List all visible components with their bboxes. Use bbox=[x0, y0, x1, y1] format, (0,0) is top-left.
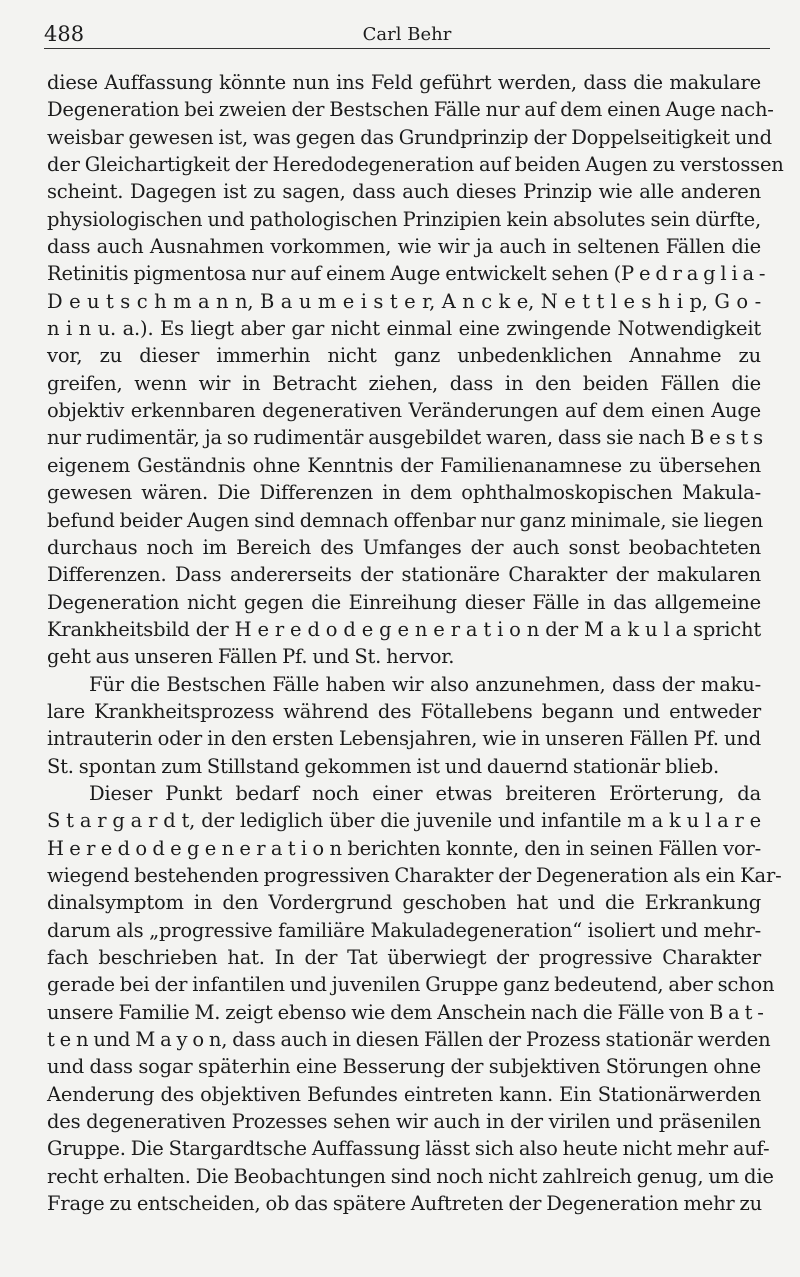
text-line: objektiv erkennbaren degenerativen Veränderungen auf dem einen Auge bbox=[47, 399, 761, 423]
text-line: fach beschrieben hat. In der Tat überwiegt der progressive Charakter bbox=[47, 946, 761, 969]
text-line: nur rudimentär, ja so rudimentär ausgebildet waren, dass sie nach B e s t s bbox=[47, 426, 763, 450]
text-line: Für die Bestschen Fälle haben wir also anzunehmen, dass der maku- bbox=[89, 672, 761, 696]
text-line: darum als „progressive familiäre Makuladegeneration“ isoliert und mehr- bbox=[47, 918, 761, 942]
text-line: befund beider Augen sind demnach offenbar nur ganz minimale, sie liegen bbox=[47, 508, 763, 532]
text-line: Differenzen. Dass andererseits der stationäre Charakter der makularen bbox=[47, 563, 761, 587]
text-line: recht erhalten. Die Beobachtungen sind noch nicht zahlreich genug, um die bbox=[47, 1164, 774, 1188]
text-line: unsere Familie M. zeigt ebenso wie dem Anschein nach die Fälle von B a t - bbox=[47, 1000, 764, 1024]
text-line: greifen, wenn wir in Betracht ziehen, dass in den beiden Fällen die bbox=[47, 371, 761, 395]
text-line: scheint. Dagegen ist zu sagen, dass auch dieses Prinzip wie alle anderen bbox=[47, 180, 761, 204]
text-line: vor, zu dieser immerhin nicht ganz unbedenklichen Annahme zu bbox=[47, 344, 761, 368]
text-line: Dieser Punkt bedarf noch einer etwas breiteren Erörterung, da bbox=[89, 781, 761, 805]
text-line: Krankheitsbild der H e r e d o d e g e n e r a t i o n der M a k u l a spricht bbox=[47, 617, 761, 641]
text-line: Gruppe. Die Stargardtsche Auffassung lässt sich also heute nicht mehr auf- bbox=[47, 1137, 770, 1161]
text-line: geht aus unseren Fällen Pf. und St. hervor. bbox=[47, 645, 455, 669]
text-line: weisbar gewesen ist, was gegen das Grundprinzip der Doppelseitigkeit und bbox=[47, 125, 772, 149]
text-line: intrauterin oder in den ersten Lebensjahren, wie in unseren Fällen Pf. und bbox=[47, 727, 761, 751]
text-line: t e n und M a y o n, dass auch in diesen Fällen der Prozess stationär werden bbox=[47, 1028, 771, 1052]
text-line: n i n u. a.). Es liegt aber gar nicht einmal eine zwingende Notwendigkeit bbox=[47, 317, 761, 341]
text-line: diese Auffassung könnte nun ins Feld geführt werden, dass die makulare bbox=[47, 71, 761, 94]
text-line: wiegend bestehenden progressiven Charakter der Degeneration als ein Kar- bbox=[47, 863, 782, 887]
text-line: Aenderung des objektiven Befundes eintreten kann. Ein Stationärwerden bbox=[47, 1082, 761, 1106]
text-line: Degeneration bei zweien der Bestschen Fälle nur auf dem einen Auge nach- bbox=[47, 98, 774, 122]
running-head: Carl Behr bbox=[362, 24, 452, 45]
text-line: lare Krankheitsprozess während des Fötallebens begann und entweder bbox=[47, 699, 761, 723]
page-number: 488 bbox=[44, 22, 85, 46]
text-line: und dass sogar späterhin eine Besserung der subjektiven Störungen ohne bbox=[47, 1055, 761, 1079]
text-line: der Gleichartigkeit der Heredodegeneration auf beiden Augen zu verstossen bbox=[47, 153, 784, 177]
text-line: gewesen wären. Die Differenzen in dem ophthalmoskopischen Makula- bbox=[47, 481, 761, 505]
text-line: Retinitis pigmentosa nur auf einem Auge entwickelt sehen (P e d r a g l i a - bbox=[47, 262, 766, 286]
text-line: Frage zu entscheiden, ob das spätere Auftreten der Degeneration mehr zu bbox=[47, 1192, 762, 1216]
text-line: D e u t s c h m a n n, B a u m e i s t e r, A n c k e, N e t t l e s h i p, G o - bbox=[47, 289, 761, 313]
text-line: Degeneration nicht gegen die Einreihung dieser Fälle in das allgemeine bbox=[47, 590, 761, 614]
text-line: des degenerativen Prozesses sehen wir auch in der virilen und präsenilen bbox=[47, 1110, 761, 1134]
text-line: St. spontan zum Stillstand gekommen ist und dauernd stationär blieb. bbox=[47, 754, 720, 778]
body-text bbox=[47, 69, 784, 1217]
text-line: gerade bei der infantilen und juvenilen Gruppe ganz bedeutend, aber schon bbox=[47, 973, 775, 997]
text-line: dinalsymptom in den Vordergrund geschoben hat und die Erkrankung bbox=[47, 891, 761, 915]
text-line: eigenem Geständnis ohne Kenntnis der Familienanamnese zu übersehen bbox=[47, 453, 761, 477]
text-line: durchaus noch im Bereich des Umfanges der auch sonst beobachteten bbox=[47, 535, 761, 559]
text-line: S t a r g a r d t, der lediglich über die juvenile und infantile m a k u l a r e bbox=[47, 809, 761, 833]
text-line: physiologischen und pathologischen Prinzipien kein absolutes sein dürfte, bbox=[47, 207, 761, 231]
text-line: H e r e d o d e g e n e r a t i o n berichten konnte, den in seinen Fällen vor- bbox=[47, 836, 761, 860]
page-header bbox=[44, 20, 770, 49]
text-line: dass auch Ausnahmen vorkommen, wie wir ja auch in seltenen Fällen die bbox=[47, 235, 761, 259]
